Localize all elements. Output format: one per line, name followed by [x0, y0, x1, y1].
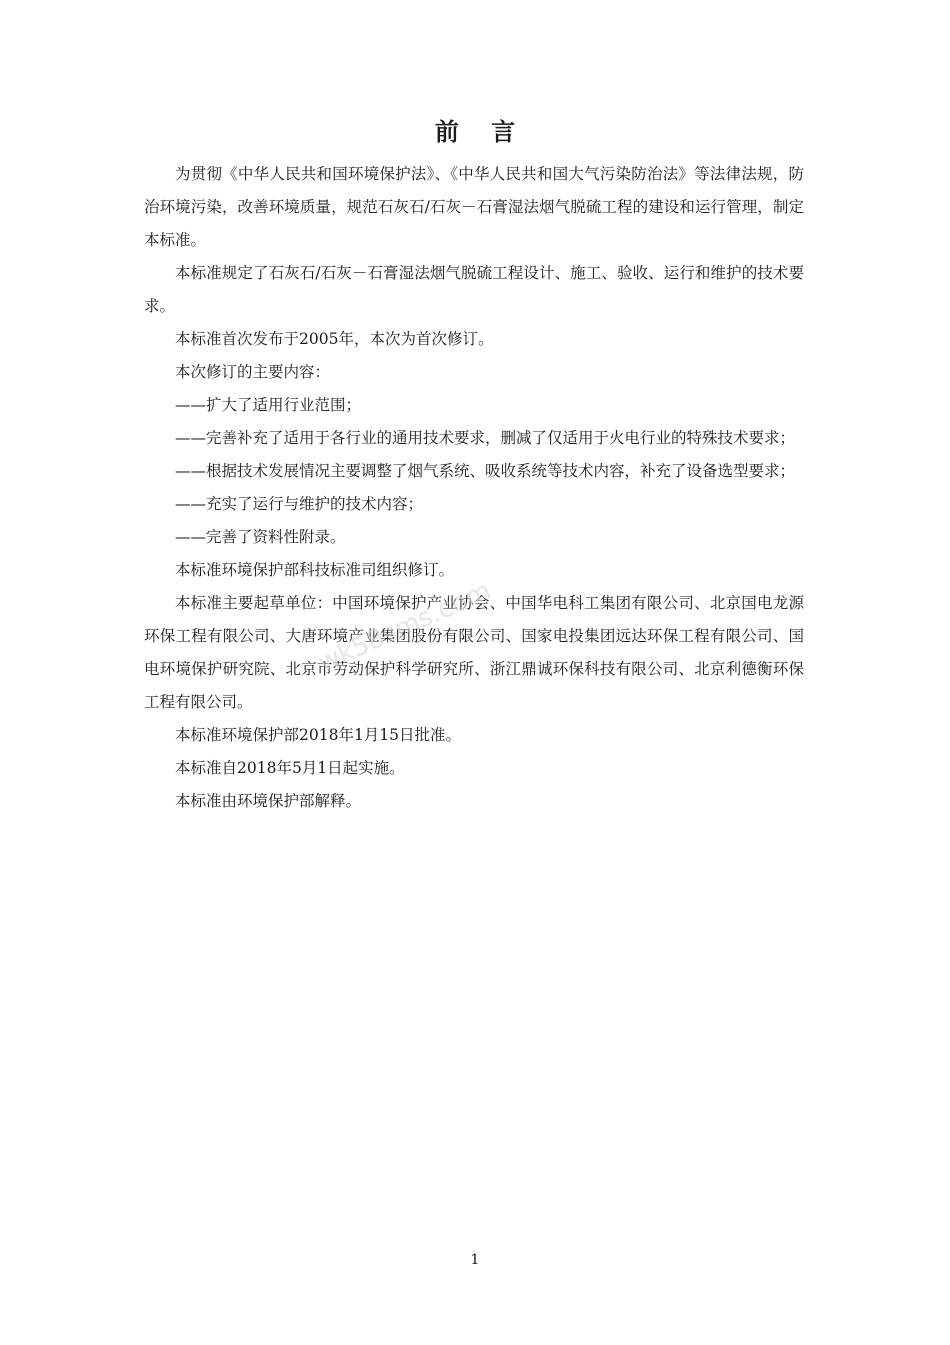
page-title: 前 言 — [434, 118, 528, 146]
paragraph-approval: 本标准环境保护部2018年1月15日批准。 — [175, 726, 462, 744]
revision-item-3: ——根据技术发展情况主要调整了烟气系统、吸收系统等技术内容，补充了设备选型要求； — [175, 462, 796, 480]
paragraph-scope: 本标准规定了石灰石/石灰－石膏湿法烟气脱硫工程设计、施工、验收、运行和维护的技术要求。 — [144, 264, 804, 315]
paragraph-organizer: 本标准环境保护部科技标准司组织修订。 — [175, 561, 455, 579]
revision-item-2: ——完善补充了适用于各行业的通用技术要求，删减了仅适用于火电行业的特殊技术要求； — [175, 429, 796, 447]
document-body — [144, 158, 804, 818]
paragraph-revision-intro: 本次修订的主要内容： — [175, 363, 331, 381]
paragraph-effective-date: 本标准自2018年5月1日起实施。 — [175, 759, 405, 777]
revision-item-4: ——充实了运行与维护的技术内容； — [175, 495, 424, 513]
paragraph-drafting-units: 本标准主要起草单位：中国环境保护产业协会、中国华电科工集团有限公司、北京国电龙源环保工程有限公司、大唐环境产业集团股份有限公司、国家电投集团远达环保工程有限公司、国电环境保护研究院、北京市劳动保护科学研究所、浙江鼎诚环保科技有限公司、北京利德衡环保工程有限公司。 — [144, 594, 804, 711]
paragraph-purpose: 为贯彻《中华人民共和国环境保护法》、《中华人民共和国大气污染防治法》等法律法规，防治环境污染，改善环境质量，规范石灰石/石灰－石膏湿法烟气脱硫工程的建设和运行管理，制定本标准。 — [144, 165, 804, 249]
paragraph-interpretation: 本标准由环境保护部解释。 — [175, 792, 362, 810]
paragraph-first-release: 本标准首次发布于2005年，本次为首次修订。 — [175, 330, 494, 348]
revision-item-5: ——完善了资料性附录。 — [175, 528, 346, 546]
watermark-text: wk58sms.com — [313, 575, 496, 679]
revision-item-1: ——扩大了适用行业范围； — [175, 396, 362, 414]
page-number: 1 — [470, 1252, 480, 1268]
